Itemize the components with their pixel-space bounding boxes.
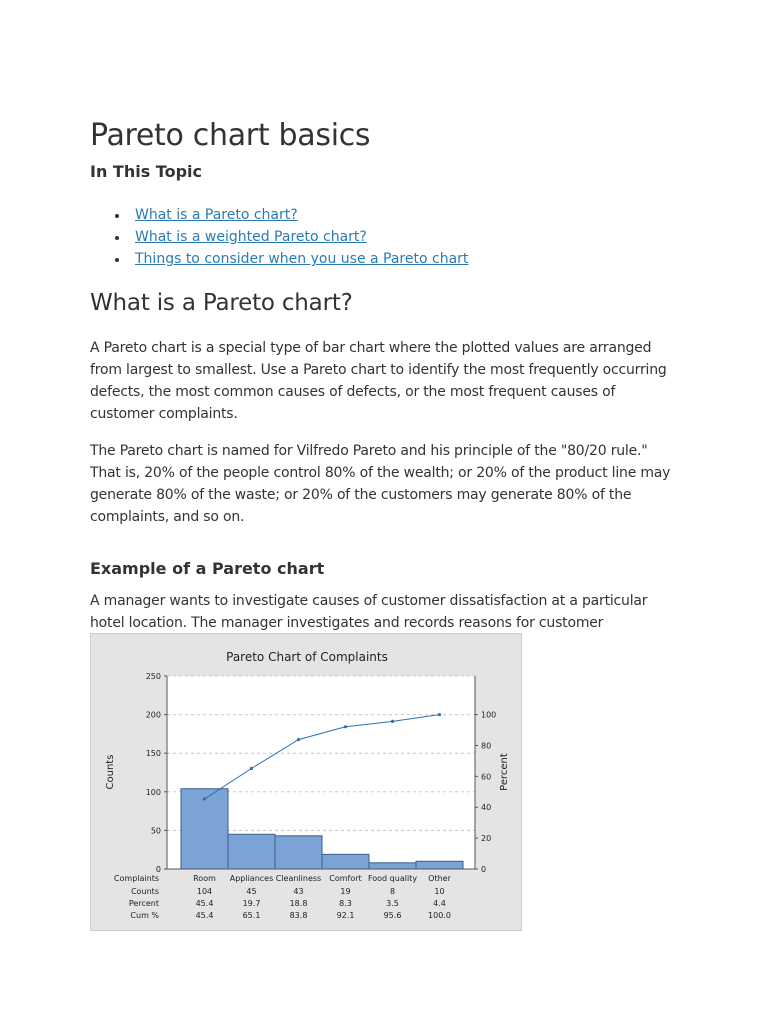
- topic-link-weighted[interactable]: What is a weighted Pareto chart?: [135, 229, 367, 245]
- bar-food-quality: [369, 863, 416, 869]
- table-cell: 19: [340, 887, 351, 896]
- bar-comfort: [322, 854, 369, 869]
- table-cell: Appliances: [229, 874, 274, 883]
- table-cell: Room: [193, 874, 216, 883]
- y2-tick-label: 20: [481, 834, 492, 844]
- y2-tick-label: 60: [481, 772, 492, 782]
- topic-link-what-is[interactable]: What is a Pareto chart?: [135, 207, 298, 223]
- chart-title: Pareto Chart of Complaints: [226, 650, 388, 664]
- table-cell: 45.4: [195, 899, 214, 908]
- cumulative-percent-point: [391, 720, 394, 723]
- pareto-chart: [91, 634, 523, 932]
- table-cell: Cleanliness: [275, 874, 322, 883]
- cumulative-percent-point: [344, 725, 347, 728]
- paragraph-80-20-rule: The Pareto chart is named for Vilfredo Pareto and his principle of the "80/20 rule." That is, 20% of the people control 80% of the wealth; or 20% of the product line may generate 80% of the waste; or 20% of the customers may generate 80% of the complaints, and so on.: [90, 443, 671, 525]
- table-cell: Food quality: [367, 874, 418, 883]
- page-title: Pareto chart basics: [90, 118, 371, 153]
- table-cell: 45.4: [195, 911, 214, 920]
- y-axis-label: Counts: [105, 754, 116, 790]
- table-cell: 8: [389, 887, 396, 896]
- table-cell: 95.6: [383, 911, 402, 920]
- bar-appliances: [228, 834, 275, 869]
- table-cell: 92.1: [336, 911, 355, 920]
- y2-axis-label: Percent: [499, 753, 510, 791]
- in-this-topic-heading: In This Topic: [90, 162, 202, 181]
- y-tick-label: 100: [145, 787, 161, 797]
- y-tick-label: 0: [155, 865, 161, 874]
- table-cell: Other: [428, 874, 451, 883]
- bar-other: [416, 861, 463, 869]
- pareto-chart-figure: [90, 633, 522, 931]
- y2-tick-label: 80: [481, 741, 492, 751]
- table-cell: 43: [293, 887, 304, 896]
- topic-list-item: [90, 226, 468, 248]
- table-cell: 8.3: [339, 899, 352, 908]
- cumulative-percent-point: [297, 738, 300, 741]
- table-row-label: Percent: [128, 899, 159, 908]
- section-heading: What is a Pareto chart?: [90, 290, 353, 316]
- topic-list-item: [90, 248, 468, 270]
- table-cell: 100.0: [428, 911, 451, 920]
- topic-list-item: [90, 204, 468, 226]
- y2-tick-label: 0: [481, 865, 487, 874]
- topic-link-things-to-consider[interactable]: Things to consider when you use a Pareto chart: [135, 251, 469, 267]
- table-cell: 3.5: [386, 899, 399, 908]
- y-tick-label: 150: [145, 749, 161, 759]
- cumulative-percent-point: [203, 797, 206, 800]
- paragraph-definition: A Pareto chart is a special type of bar chart where the plotted values are arranged from largest to smallest. Use a Pareto chart to identify the most frequently occurring defects, the most common causes of defects, or the most frequent causes of customer complaints.: [90, 340, 667, 422]
- table-cell: 65.1: [242, 911, 261, 920]
- table-cell: 83.8: [289, 911, 308, 920]
- y-tick-label: 50: [150, 826, 161, 836]
- y-tick-label: 250: [145, 672, 161, 681]
- bar-cleanliness: [275, 836, 322, 869]
- y-tick-label: 200: [145, 710, 161, 720]
- table-row-label: Counts: [131, 887, 159, 896]
- topic-list: [90, 204, 468, 270]
- table-cell: 104: [196, 887, 213, 896]
- table-cell: 4.4: [433, 899, 446, 908]
- cumulative-percent-point: [250, 767, 253, 770]
- table-row-label: Cum %: [130, 911, 159, 920]
- example-heading: Example of a Pareto chart: [90, 559, 325, 578]
- table-cell: Comfort: [329, 874, 362, 883]
- cumulative-percent-point: [438, 713, 441, 716]
- bar-room: [181, 789, 228, 869]
- table-row-label: Complaints: [113, 874, 159, 883]
- table-cell: 19.7: [242, 899, 261, 908]
- table-cell: 45: [246, 887, 257, 896]
- y2-tick-label: 100: [481, 710, 497, 720]
- paragraph-example: A manager wants to investigate causes of customer dissatisfaction at a particular hotel location. The manager investigates and records reasons for customer: [90, 593, 648, 631]
- y2-tick-label: 40: [481, 803, 492, 813]
- table-cell: 10: [434, 887, 445, 896]
- table-cell: 18.8: [289, 899, 308, 908]
